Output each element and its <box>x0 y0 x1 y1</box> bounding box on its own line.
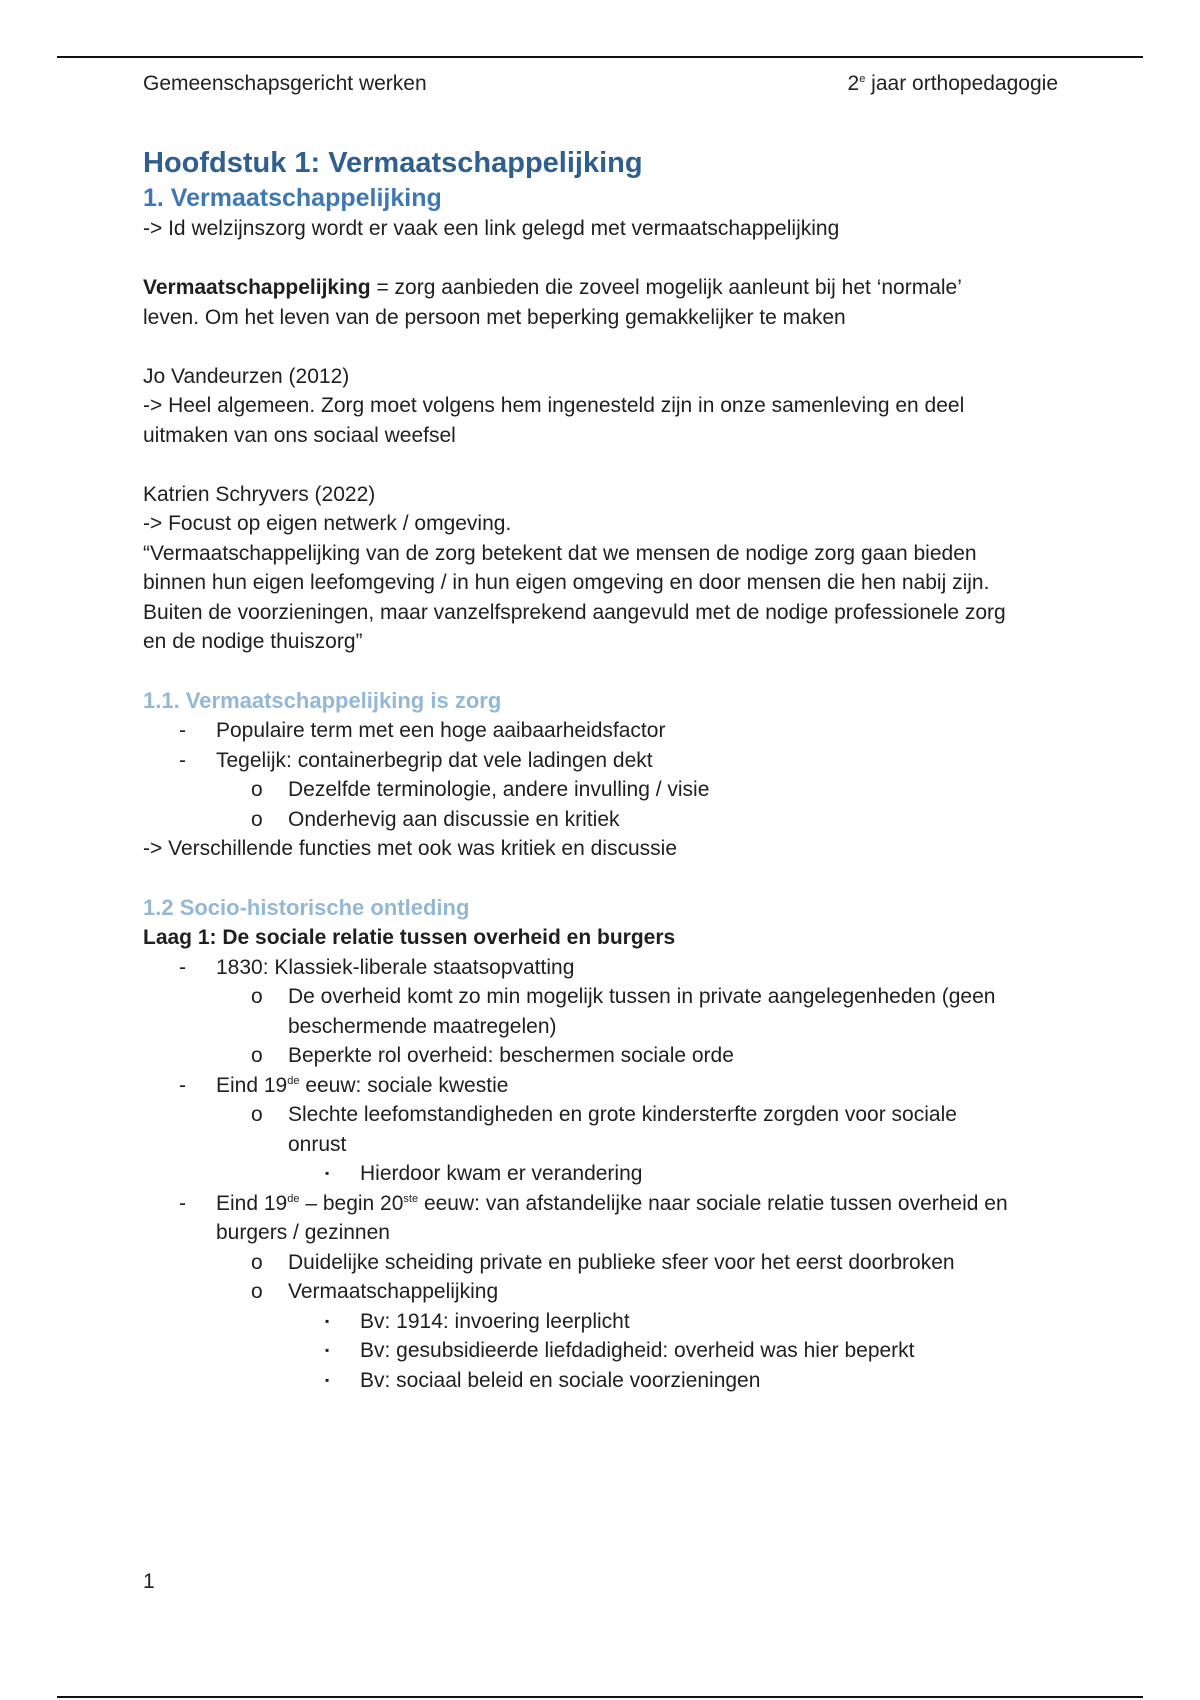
katrien-focus: -> Focust op eigen netwerk / omgeving. <box>143 512 512 535</box>
header-rule <box>57 56 1143 58</box>
document-body <box>143 144 1058 1395</box>
definition-cont: leven. Om het leven van de persoon met beperking gemakkelijker te maken <box>143 305 846 329</box>
list-item: o Onderhevig aan discussie en kritiek <box>251 807 620 831</box>
katrien-quote-4: en de nodige thuiszorg” <box>143 630 363 653</box>
list-item: o Vermaatschappelijking <box>251 1280 499 1303</box>
section-heading-1: 1. Vermaatschappelijking <box>143 184 442 212</box>
list-item: ▪ Bv: 1914: invoering leerplicht <box>325 1309 630 1333</box>
list-item: - Tegelijk: containerbegrip dat vele ladingen dekt <box>179 748 653 772</box>
jo-text: -> Heel algemeen. Zorg moet volgens hem ingenesteld zijn in onze samenleving en deel <box>143 394 965 417</box>
layer-heading: Laag 1: De sociale relatie tussen overheid en burgers <box>143 926 676 949</box>
section-heading-1-2: 1.2 Socio-historische ontleding <box>143 895 470 920</box>
intro-line: -> Id welzijnszorg wordt er vaak een link gelegd met vermaatschappelijking <box>143 217 840 240</box>
chapter-title: Hoofdstuk 1: Vermaatschappelijking <box>143 147 643 179</box>
katrien-quote-3: Buiten de voorzieningen, maar vanzelfsprekend aangevuld met de nodige professionele zorg <box>143 600 1006 624</box>
footer-rule <box>57 1696 1143 1698</box>
definition: Vermaatschappelijking = zorg aanbieden die zoveel mogelijk aanleunt bij het ‘normale’ <box>143 276 962 299</box>
list-item: - Eind 19de – begin 20ste eeuw: van afstandelijke naar sociale relatie tussen overheid en burgers / gezinnen <box>179 1191 1008 1244</box>
list-item: - 1830: Klassiek-liberale staatsopvatting <box>179 955 575 979</box>
list-item: o De overheid komt zo min mogelijk tussen in private aangelegenheden (geen beschermende maatregelen) <box>251 985 996 1038</box>
list-item: o Slechte leefomstandigheden en grote kindersterfte zorgden voor sociale onrust <box>251 1103 957 1156</box>
section-heading-1-1: 1.1. Vermaatschappelijking is zorg <box>143 688 502 713</box>
conclusion-line: -> Verschillende functies met ook was kritiek en discussie <box>143 837 677 860</box>
list-item: o Beperkte rol overheid: beschermen sociale orde <box>251 1044 734 1067</box>
list-item: - Eind 19de eeuw: sociale kwestie <box>179 1073 509 1097</box>
jo-text-cont: uitmaken van ons sociaal weefsel <box>143 423 456 447</box>
author-jo: Jo Vandeurzen (2012) <box>143 364 350 388</box>
list-item: ▪ Hierdoor kwam er verandering <box>325 1162 643 1185</box>
page-header <box>143 72 1058 102</box>
list-item: o Duidelijke scheiding private en publieke sfeer voor het eerst doorbroken <box>251 1250 955 1274</box>
page-number: 1 <box>143 1570 155 1593</box>
header-course-title: Gemeenschapsgericht werken <box>143 72 427 95</box>
list-item: - Populaire term met een hoge aaibaarheidsfactor <box>179 719 666 742</box>
author-katrien: Katrien Schryvers (2022) <box>143 482 376 506</box>
list-item: o Dezelfde terminologie, andere invulling / visie <box>251 778 710 801</box>
katrien-quote-2: binnen hun eigen leefomgeving / in hun eigen omgeving en door mensen die hen nabij zijn. <box>143 571 990 594</box>
list-item: ▪ Bv: sociaal beleid en sociale voorzieningen <box>325 1368 761 1392</box>
katrien-quote-1: “Vermaatschappelijking van de zorg betekent dat we mensen de nodige zorg gaan bieden <box>143 541 977 565</box>
list-item: ▪ Bv: gesubsidieerde liefdadigheid: overheid was hier beperkt <box>325 1339 915 1362</box>
header-year-label: 2e jaar orthopedagogie <box>847 72 1058 95</box>
